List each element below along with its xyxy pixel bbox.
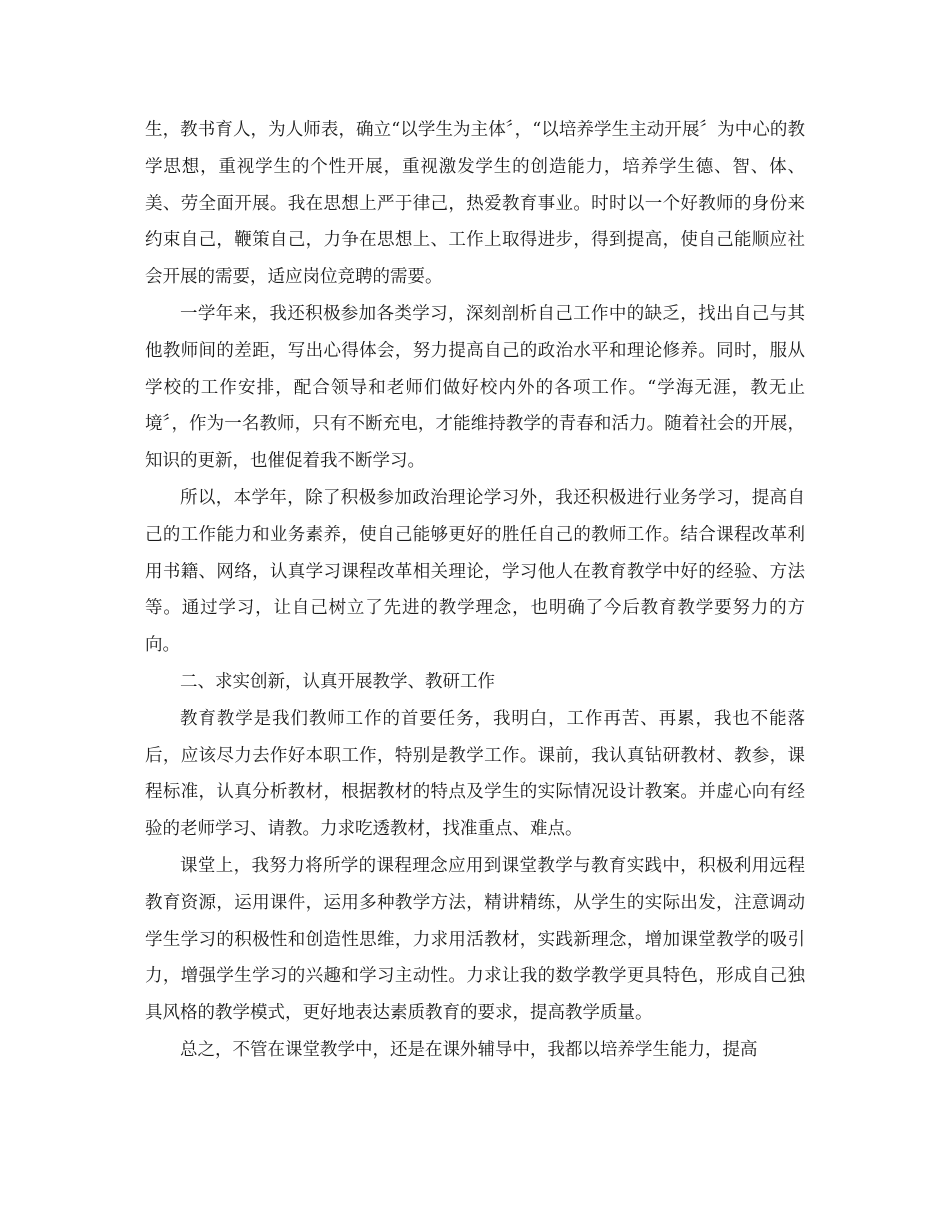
paragraph-business-study: 所以，本学年，除了积极参加政治理论学习外，我还积极进行业务学习，提高自己的工作能力和业务素养，使自己能够更好的胜任自己的教师工作。结合课程改革利用书籍、网络，认真学习课程改革相关理论，学习他人在教育教学中好的经验、方法等。通过学习，让自己树立了先进的教学理念，也明确了今后教育教学要努力的方向。: [145, 487, 805, 656]
paragraph-summary: 总之，不管在课堂教学中，还是在课外辅导中，我都以培养学生能力，提高: [180, 1039, 758, 1060]
paragraph-continuation: 生，教书育人，为人师表，确立“以学生为主体〞，“以培养学生主动开展〞为中心的教学思想，重视学生的个性开展，重视激发学生的创造能力，培养学生德、智、体、美、劳全面开展。我在思想上严于律己，热爱教育事业。时时以一个好教师的身份来约束自己，鞭策自己，力争在思想上、工作上取得进步，得到提高，使自己能顺应社会开展的需要，适应岗位竞聘的需要。: [145, 120, 805, 288]
paragraph-study: 一学年来，我还积极参加各类学习，深刻剖析自己工作中的缺乏，找出自己与其他教师间的差距，写出心得体会，努力提高自己的政治水平和理论修养。同时，服从学校的工作安排，配合领导和老师们做好校内外的各项工作。“学海无涯，教无止境〞，作为一名教师，只有不断充电，才能维持教学的青春和活力。随着社会的开展，知识的更新，也催促着我不断学习。: [145, 303, 805, 472]
paragraph-teaching-task: 教育教学是我们教师工作的首要任务，我明白，工作再苦、再累，我也不能落后，应该尽力去作好本职工作，特别是教学工作。课前，我认真钻研教材、教参，课程标准，认真分析教材，根据教材的特点及学生的实际情况设计教案。并虚心向有经验的老师学习、请教。力求吃透教材，找准重点、难点。: [145, 708, 805, 840]
body-text: [145, 112, 805, 1069]
paragraph-classroom: 课堂上，我努力将所学的课程理念应用到课堂教学与教育实践中，积极利用远程教育资源，运用课件，运用多种教学方法，精讲精练，从学生的实际出发，注意调动学生学习的积极性和创造性思维，力求用活教材，实践新理念，增加课堂教学的吸引力，增强学生学习的兴趣和学习主动性。力求让我的数学教学更具特色，形成自己独具风格的教学模式，更好地表达素质教育的要求，提高教学质量。: [145, 855, 805, 1024]
section-heading-teaching: 二、求实创新，认真开展教学、教研工作: [180, 671, 495, 692]
